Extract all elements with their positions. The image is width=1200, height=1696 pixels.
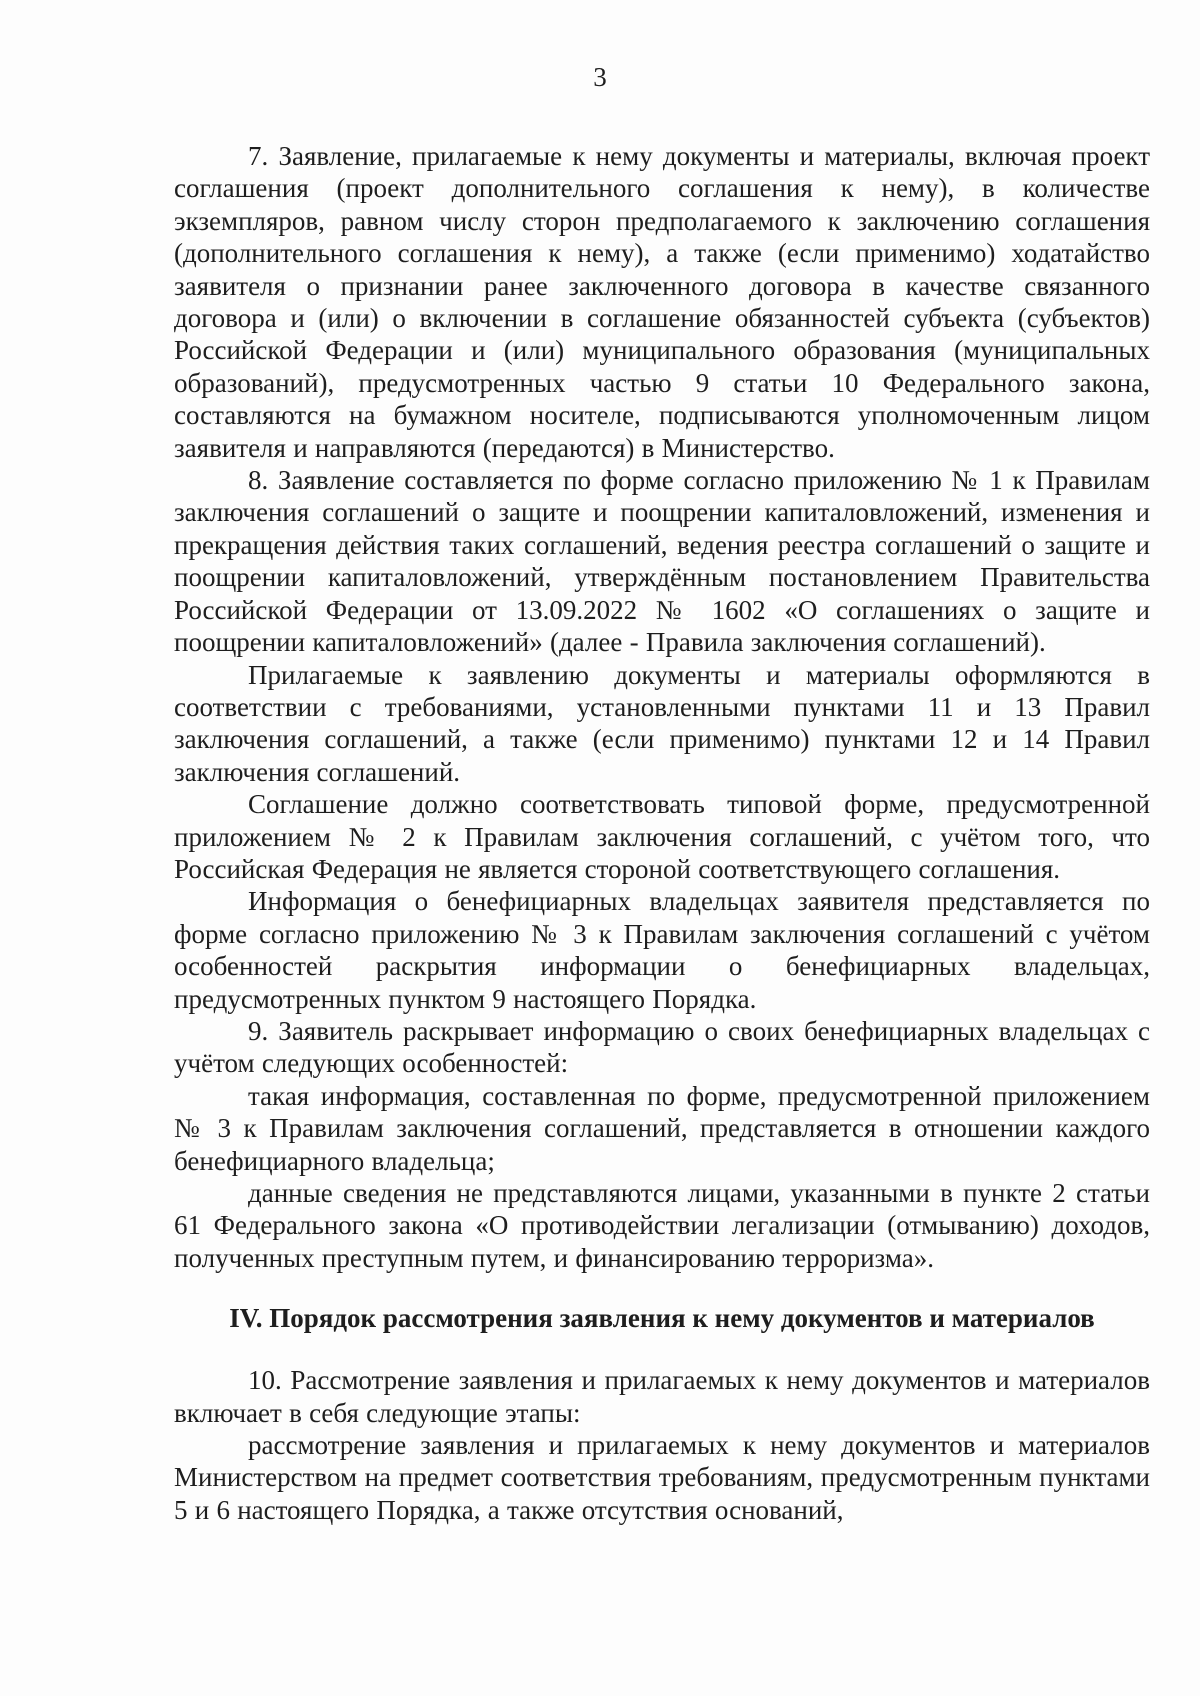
paragraph-10: 10. Рассмотрение заявления и прилагаемых к нему документов и материалов включает в себя следующие этапы:	[174, 1365, 1150, 1428]
paragraph-9-item-2: данные сведения не представляются лицами, указанными в пункте 2 статьи 61 Федерального закона «О противодействии легализации (отмыванию) доходов, полученных преступным путем, и финансированию терроризма».	[174, 1178, 1150, 1273]
paragraph-agreement-form: Соглашение должно соответствовать типовой форме, предусмотренной приложением № 2 к Правилам заключения соглашений, с учётом того, что Российская Федерация не является стороной соответствующего соглашения.	[174, 789, 1150, 884]
paragraph-8: 8. Заявление составляется по форме согласно приложению № 1 к Правилам заключения соглашений о защите и поощрении капиталовложений, изменения и прекращения действия таких соглашений, ведения реестра соглашений о защите и поощрении капиталовложений, утверждённым постановлением Правительства Российской Федерации от 13.09.2022 № 1602 «О соглашениях о защите и поощрении капиталовложений» (далее - Правила заключения соглашений).	[174, 465, 1150, 658]
paragraph-10-item-1: рассмотрение заявления и прилагаемых к нему документов и материалов Министерством на предмет соответствия требованиям, предусмотренным пунктами 5 и 6 настоящего Порядка, а также отсутствия оснований,	[174, 1430, 1150, 1525]
section-heading: IV. Порядок рассмотрения заявления к нему документов и материалов	[229, 1303, 1095, 1334]
paragraph-9-item-1: такая информация, составленная по форме, предусмотренной приложением № 3 к Правилам заключения соглашений, представляется в отношении каждого бенефициарного владельца;	[174, 1080, 1150, 1176]
paragraph-7: 7. Заявление, прилагаемые к нему документы и материалы, включая проект соглашения (проект дополнительного соглашения к нему), в количестве экземпляров, равном числу сторон предполагаемого к заключению соглашения (дополнительного соглашения к нему), а также (если применимо) ходатайство заявителя о признании ранее заключенного договора в качестве связанного договора и (или) о включении в соглашение обязанностей субъекта (субъектов) Российской Федерации и (или) муниципального образования (муниципальных образований), предусмотренных частью 9 статьи 10 Федерального закона, составляются на бумажном носителе, подписываются уполномоченным лицом заявителя и направляются (передаются) в Министерство.	[174, 141, 1150, 463]
paragraph-9: 9. Заявитель раскрывает информацию о своих бенефициарных владельцах с учётом следующих особенностей:	[174, 1015, 1150, 1079]
document-body	[174, 140, 1150, 1526]
page-number: 3	[593, 62, 607, 92]
paragraph-beneficiary-info: Информация о бенефициарных владельцах заявителя представляется по форме согласно приложению № 3 к Правилам заключения соглашений с учётом особенностей раскрытия информации о бенефициарных владельцах, предусмотренных пунктом 9 настоящего Порядка.	[174, 886, 1150, 1014]
paragraph-attachments: Прилагаемые к заявлению документы и материалы оформляются в соответствии с требованиями, установленными пунктами 11 и 13 Правил заключения соглашений, а также (если применимо) пунктами 12 и 14 Правил заключения соглашений.	[174, 659, 1150, 787]
